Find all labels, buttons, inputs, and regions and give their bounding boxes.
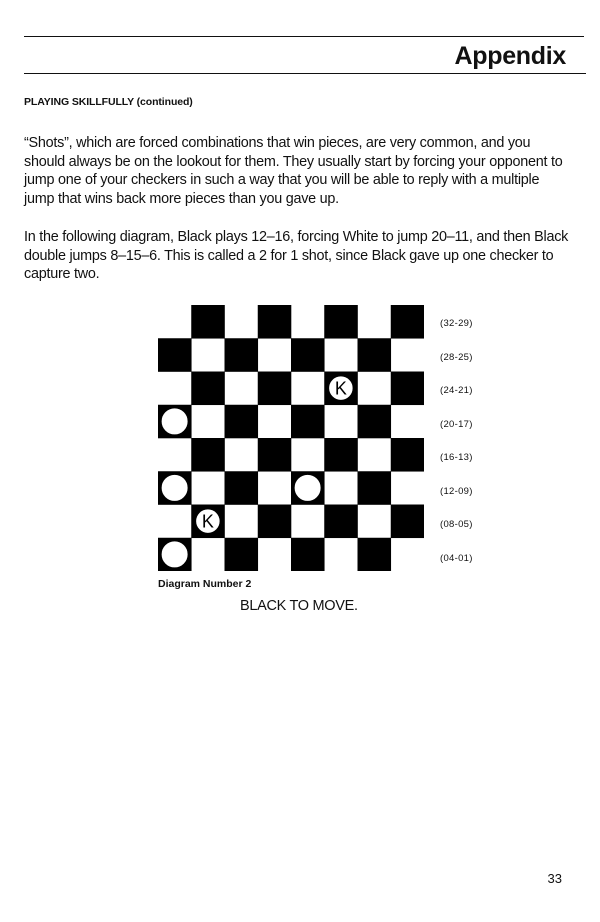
checker-piece — [162, 475, 187, 500]
rank-label: (24-21) — [440, 385, 473, 396]
board-dark-square — [291, 538, 325, 571]
board-dark-square — [291, 405, 325, 439]
bottom-rule — [24, 73, 586, 74]
board-dark-square — [191, 305, 225, 339]
board-dark-square — [391, 505, 424, 539]
rank-label: (04-01) — [440, 553, 473, 564]
checker-piece — [162, 409, 187, 434]
rank-label: (32-29) — [440, 318, 473, 329]
paragraph-diagram-intro: In the following diagram, Black plays 12–16, forcing White to jump 20–11, and then Black double jumps 8–15–6. This is called a 2 for 1 shot, since Black gave up one checker to capture two. — [24, 229, 569, 282]
board-dark-square — [191, 372, 225, 406]
board-dark-square — [324, 305, 358, 339]
rank-label: (16-13) — [440, 452, 473, 463]
board-dark-square — [358, 538, 392, 571]
top-rule — [24, 36, 584, 37]
rank-label: (08-05) — [440, 519, 473, 530]
move-instruction: BLACK TO MOVE. — [240, 598, 358, 614]
board-dark-square — [191, 438, 225, 472]
checker-king — [195, 509, 220, 534]
rank-label: (28-25) — [440, 352, 473, 363]
checker-piece — [162, 542, 187, 567]
rank-label: (20-17) — [440, 419, 473, 430]
board-dark-square — [158, 338, 192, 372]
board-dark-square — [258, 305, 292, 339]
board-dark-square — [225, 405, 259, 439]
board-dark-square — [258, 438, 292, 472]
board-dark-square — [225, 338, 259, 372]
king-label: K — [334, 378, 347, 399]
king-label: K — [201, 511, 214, 532]
diagram-caption: Diagram Number 2 — [158, 578, 252, 590]
board-dark-square — [358, 471, 392, 505]
board-dark-square — [358, 338, 392, 372]
checker-king — [328, 376, 353, 401]
page-number: 33 — [547, 871, 562, 886]
board-dark-square — [258, 372, 292, 406]
rank-label: (12-09) — [440, 486, 473, 497]
board-dark-square — [225, 471, 259, 505]
board-dark-square — [324, 438, 358, 472]
section-heading: PLAYING SKILLFULLY (continued) — [24, 96, 193, 108]
checkerboard-diagram — [158, 305, 424, 571]
board-dark-square — [258, 505, 292, 539]
board-dark-square — [391, 305, 424, 339]
board-dark-square — [391, 438, 424, 472]
board-dark-square — [358, 405, 392, 439]
checker-piece — [295, 475, 320, 500]
board-dark-square — [324, 505, 358, 539]
paragraph-shots: “Shots”, which are forced combinations that win pieces, are very common, and you should always be on the lookout for them. They usually start by forcing your opponent to jump one of your checkers in such a way that you will be able to reply with a multiple jump that wins back more pieces than you gave up. — [24, 135, 563, 207]
page-header-title: Appendix — [454, 42, 566, 70]
board-dark-square — [225, 538, 259, 571]
board-dark-square — [291, 338, 325, 372]
board-dark-square — [391, 372, 424, 406]
